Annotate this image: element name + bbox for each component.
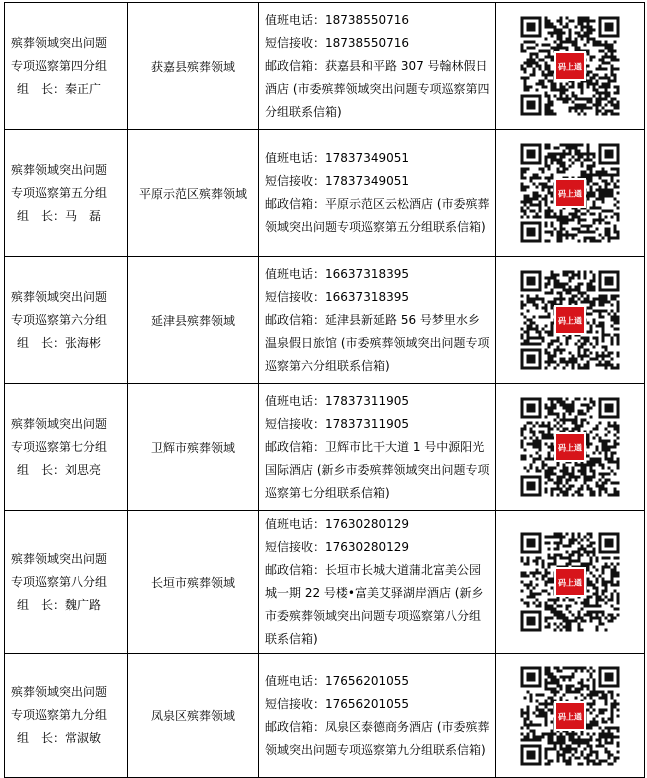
sms-value: 18738550716: [325, 35, 409, 50]
table-row: [5, 130, 645, 257]
mailbox-value: 平原示范区云松酒店 (市委殡葬领域突出问题专项巡察第五分组联系信箱): [265, 197, 490, 234]
leader-label: 组 长：: [17, 731, 66, 745]
group-name-line2: 专项巡察第六分组: [11, 312, 108, 327]
duty-phone-label: 值班电话：: [265, 517, 326, 531]
sms-label: 短信接收：: [265, 540, 326, 554]
duty-phone: [265, 513, 491, 536]
leader-name: 魏广路: [65, 597, 102, 612]
sms-value: 17837349051: [325, 174, 409, 188]
duty-phone: [265, 263, 491, 286]
qr-cell: [496, 511, 645, 654]
duty-phone: [265, 147, 491, 170]
sms-number: [265, 170, 491, 193]
sms-label: 短信接收：: [265, 174, 326, 188]
leader-name: 秦正广: [65, 81, 102, 96]
duty-phone-value: 17656201055: [325, 673, 409, 688]
qr-cell: [496, 384, 645, 511]
qr-code: [516, 528, 624, 636]
domain-cell: 凤泉区殡葬领域: [128, 654, 259, 778]
leader-label: 组 长：: [17, 335, 66, 350]
group-name-line1: 殡葬领域突出问题: [11, 551, 108, 566]
group-name-line1: 殡葬领域突出问题: [11, 416, 108, 431]
leader-name: 马 磊: [65, 208, 102, 223]
qr-cell: [496, 130, 645, 257]
group-name-line2: 专项巡察第九分组: [11, 708, 108, 722]
duty-phone-label: 值班电话：: [265, 673, 326, 688]
group-name-line2: 专项巡察第四分组: [11, 58, 108, 73]
table-row: [5, 3, 645, 130]
group-cell: [5, 654, 128, 778]
qr-badge-label: 码上通: [558, 316, 582, 326]
mailbox-value: 长垣市长城大道蒲北富美公园城一期 22 号楼•富美艾驿湖岸酒店 (新乡市委殡葬领域突出问题专项巡察第八分组联系信箱): [265, 563, 484, 646]
domain-cell: 平原示范区殡葬领域: [128, 130, 259, 257]
qr-badge-label: 码上通: [558, 578, 582, 588]
group-leader: [11, 78, 127, 101]
group-name-line1: 殡葬领域突出问题: [11, 685, 108, 699]
qr-code: [516, 12, 624, 120]
sms-label: 短信接收：: [265, 416, 326, 431]
leader-name: 张海彬: [65, 335, 102, 350]
mailbox-value: 延津县新延路 56 号梦里水乡温泉假日旅馆 (市委殡葬领域突出问题专项巡察第六分组联系信箱): [265, 312, 490, 373]
postal-mailbox: [265, 716, 491, 762]
mailbox-label: 邮政信箱：: [265, 563, 326, 577]
duty-phone-value: 18738550716: [325, 12, 409, 27]
qr-code: [516, 266, 624, 374]
sms-label: 短信接收：: [265, 696, 326, 711]
mailbox-label: 邮政信箱：: [265, 439, 326, 454]
duty-phone: [265, 390, 491, 413]
table-row: [5, 511, 645, 654]
group-leader: [11, 594, 127, 617]
qr-badge-label: 码上通: [558, 62, 582, 72]
qr-badge-label: 码上通: [558, 443, 582, 453]
contact-table-body: [5, 3, 645, 778]
group-leader: [11, 459, 127, 482]
mailbox-value: 获嘉县和平路 307 号翰林假日酒店 (市委殡葬领域突出问题专项巡察第四分组联系信箱): [265, 58, 490, 119]
sms-number: [265, 286, 491, 309]
group-cell: [5, 130, 128, 257]
sms-value: 17656201055: [325, 696, 409, 711]
postal-mailbox: [265, 436, 491, 505]
domain-cell: 长垣市殡葬领域: [128, 511, 259, 654]
duty-phone-value: 17837311905: [325, 393, 409, 408]
sms-number: [265, 32, 491, 55]
duty-phone-label: 值班电话：: [265, 266, 326, 281]
table-row: [5, 257, 645, 384]
group-name-line1: 殡葬领域突出问题: [11, 162, 108, 177]
leader-label: 组 长：: [17, 597, 66, 612]
contact-cell: [259, 130, 496, 257]
postal-mailbox: [265, 193, 491, 239]
qr-cell: [496, 3, 645, 130]
group-name-line1: 殡葬领域突出问题: [11, 35, 108, 50]
qr-code: [516, 393, 624, 501]
qr-badge-label: 码上通: [558, 712, 582, 721]
leader-name: 常淑敏: [65, 731, 102, 745]
qr-cell: [496, 654, 645, 778]
contact-cell: [259, 257, 496, 384]
duty-phone-value: 16637318395: [325, 266, 409, 281]
postal-mailbox: [265, 559, 491, 651]
group-name-line1: 殡葬领域突出问题: [11, 289, 108, 304]
group-cell: [5, 257, 128, 384]
duty-phone: [265, 9, 491, 32]
group-cell: [5, 511, 128, 654]
postal-mailbox: [265, 309, 491, 378]
group-name-line2: 专项巡察第七分组: [11, 439, 108, 454]
leader-label: 组 长：: [17, 462, 66, 477]
sms-value: 16637318395: [325, 289, 409, 304]
domain-cell: 卫辉市殡葬领域: [128, 384, 259, 511]
postal-mailbox: [265, 55, 491, 124]
table-row: [5, 384, 645, 511]
group-name-line2: 专项巡察第五分组: [11, 185, 108, 200]
mailbox-value: 卫辉市比干大道 1 号中源阳光国际酒店 (新乡市委殡葬领域突出问题专项巡察第七分组联系信箱): [265, 439, 490, 500]
sms-number: [265, 413, 491, 436]
duty-phone: [265, 670, 491, 693]
leader-label: 组 长：: [17, 208, 66, 223]
domain-cell: 延津县殡葬领域: [128, 257, 259, 384]
sms-value: 17630280129: [325, 540, 409, 554]
qr-badge-label: 码上通: [558, 189, 582, 199]
mailbox-label: 邮政信箱：: [265, 312, 326, 327]
mailbox-label: 邮政信箱：: [265, 58, 326, 73]
sms-label: 短信接收：: [265, 289, 326, 304]
duty-phone-label: 值班电话：: [265, 12, 326, 27]
contact-cell: [259, 654, 496, 778]
leader-label: 组 长：: [17, 81, 66, 96]
mailbox-value: 凤泉区泰德商务酒店 (市委殡葬领域突出问题专项巡察第九分组联系信箱): [265, 719, 490, 757]
contact-cell: [259, 3, 496, 130]
contact-cell: [259, 511, 496, 654]
table-row: [5, 654, 645, 778]
qr-cell: [496, 257, 645, 384]
group-cell: [5, 3, 128, 130]
sms-label: 短信接收：: [265, 35, 326, 50]
duty-phone-label: 值班电话：: [265, 151, 326, 165]
sms-number: [265, 693, 491, 716]
duty-phone-value: 17837349051: [325, 151, 409, 165]
leader-name: 刘思亮: [65, 462, 102, 477]
qr-code: [516, 662, 624, 770]
group-name-line2: 专项巡察第八分组: [11, 574, 108, 589]
mailbox-label: 邮政信箱：: [265, 197, 326, 211]
group-leader: [11, 205, 127, 228]
sms-value: 17837311905: [325, 416, 409, 431]
contact-table-page: [4, 2, 644, 778]
sms-number: [265, 536, 491, 559]
group-cell: [5, 384, 128, 511]
group-leader: [11, 332, 127, 355]
duty-phone-value: 17630280129: [325, 517, 409, 531]
qr-code: [516, 139, 624, 247]
group-leader: [11, 727, 127, 750]
mailbox-label: 邮政信箱：: [265, 719, 326, 734]
duty-phone-label: 值班电话：: [265, 393, 326, 408]
domain-cell: 获嘉县殡葬领域: [128, 3, 259, 130]
contact-cell: [259, 384, 496, 511]
contact-table: [4, 2, 645, 778]
